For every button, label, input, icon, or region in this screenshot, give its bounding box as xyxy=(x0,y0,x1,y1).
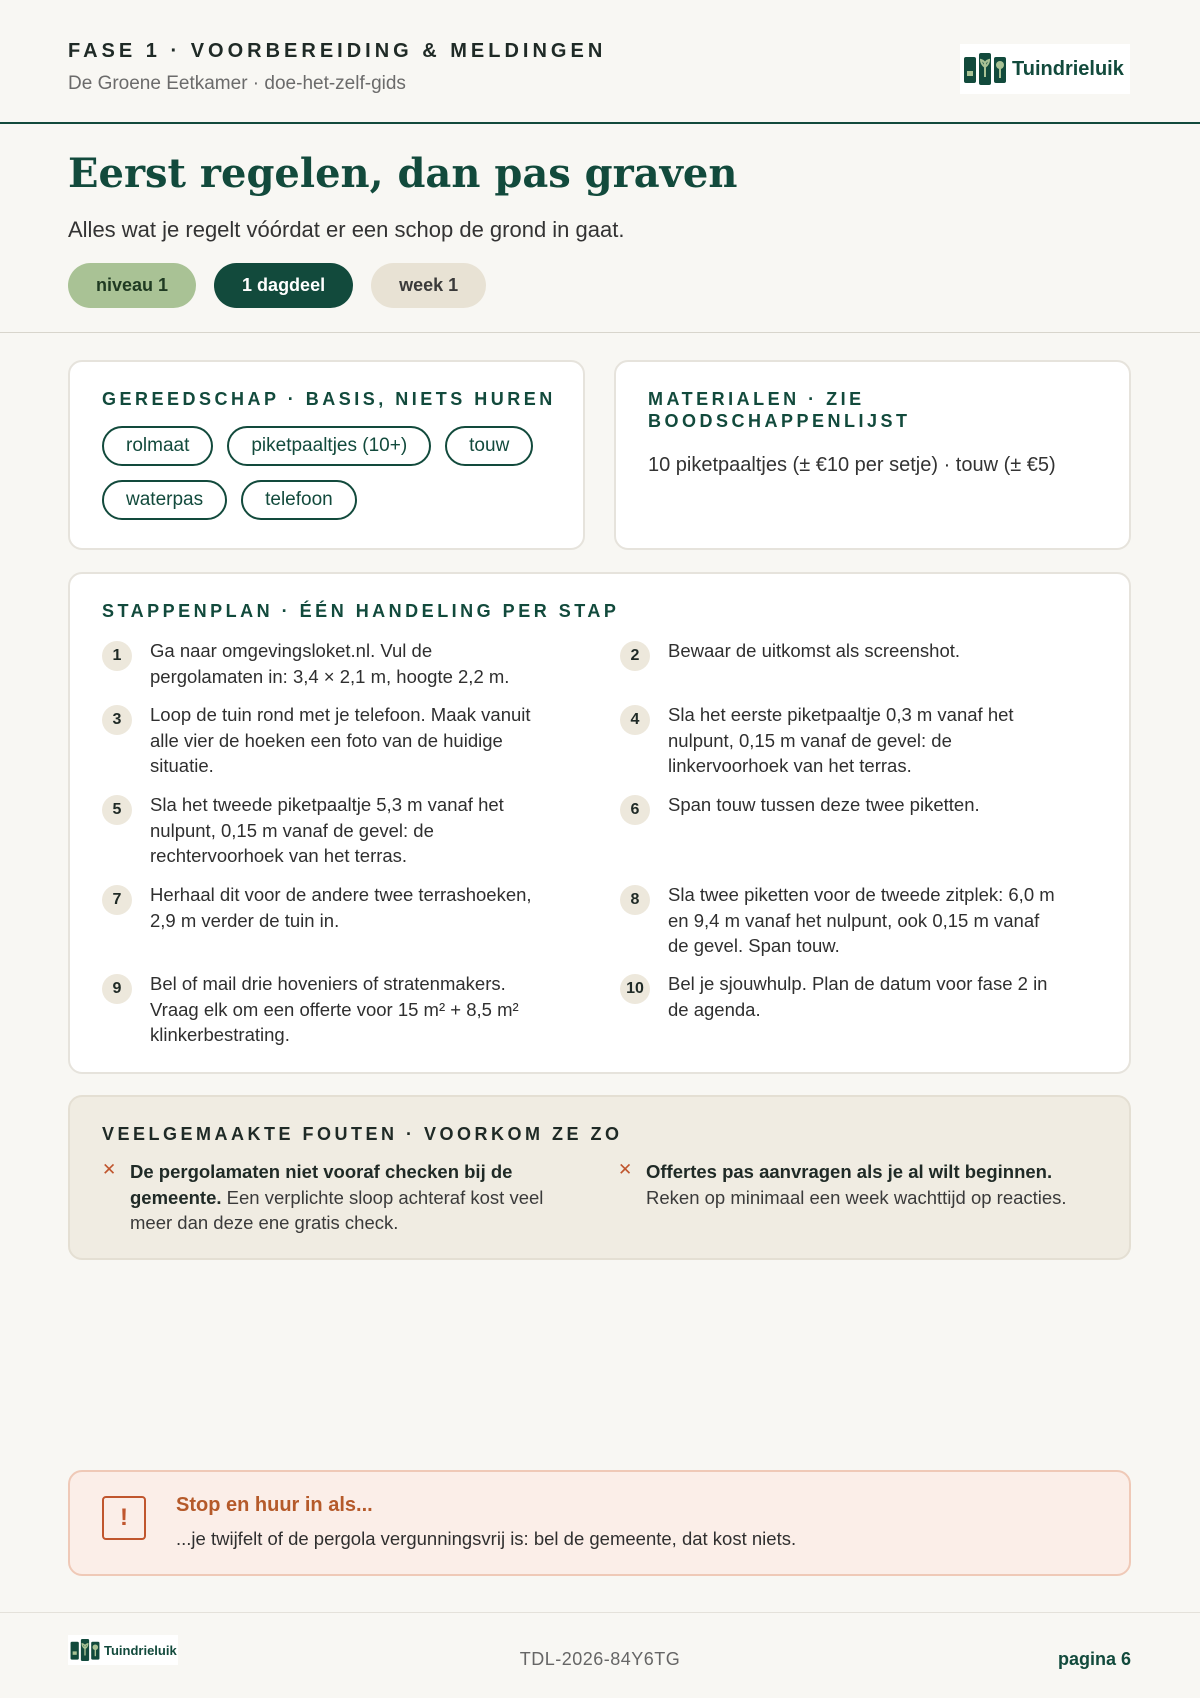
step-item xyxy=(620,702,1060,779)
step-number: 9 xyxy=(102,974,132,1004)
brand-logo xyxy=(960,44,1130,94)
page-footer xyxy=(0,1612,1200,1698)
tool-tag: waterpas xyxy=(102,480,227,520)
page-header xyxy=(0,0,1200,124)
step-number: 7 xyxy=(102,885,132,915)
meta-pills xyxy=(68,263,486,308)
guide-subtitle: De Groene Eetkamer · doe-het-zelf-gids xyxy=(68,73,406,94)
step-item xyxy=(620,882,1060,959)
step-text: Sla het eerste piketpaaltje 0,3 m vanaf het nulpunt, 0,15 m vanaf de gevel: de linkervoorhoek van het terras. xyxy=(668,704,1014,776)
step-item xyxy=(620,971,1060,1022)
mistake-text xyxy=(646,1159,1070,1210)
mistake-item xyxy=(618,1159,1070,1210)
step-text: Bel je sjouwhulp. Plan de datum voor fase 2 in de agenda. xyxy=(668,973,1048,1020)
step-item xyxy=(620,638,1060,671)
step-item xyxy=(102,882,542,933)
steps-title: STAPPENPLAN · ÉÉN HANDELING PER STAP xyxy=(102,601,620,621)
mistakes-card xyxy=(68,1095,1131,1260)
step-item xyxy=(102,971,542,1048)
footer-brand-name: Tuindrieluik xyxy=(104,1642,177,1658)
steps-card xyxy=(68,572,1131,1074)
step-text: Ga naar omgevingsloket.nl. Vul de pergolamaten in: 3,4 × 2,1 m, hoogte 2,2 m. xyxy=(150,640,510,687)
tool-tag: touw xyxy=(445,426,533,466)
step-text: Loop de tuin rond met je telefoon. Maak vanuit alle vier de hoeken een foto van de huidige situatie. xyxy=(150,704,531,776)
mistake-bold: De pergolamaten niet vooraf checken bij de gemeente. xyxy=(130,1161,513,1208)
step-text: Sla twee piketten voor de tweede zitplek: 6,0 m en 9,4 m vanaf het nulpunt, ook 0,15 m vanaf de gevel. Span touw. xyxy=(668,884,1055,956)
cross-icon: ✕ xyxy=(102,1160,117,1179)
mistake-bold: Offertes pas aanvragen als je al wilt beginnen. xyxy=(646,1161,1053,1182)
mistake-item xyxy=(102,1159,554,1236)
page-title: Eerst regelen, dan pas graven xyxy=(68,150,738,197)
step-item xyxy=(102,638,542,689)
mistake-detail: Een verplichte sloop achteraf kost veel meer dan deze ene gratis check. xyxy=(130,1186,544,1233)
section-divider xyxy=(0,332,1200,333)
mistakes-title: VEELGEMAAKTE FOUTEN · VOORKOM ZE ZO xyxy=(102,1124,623,1144)
step-number: 3 xyxy=(102,705,132,735)
warning-icon: ! xyxy=(102,1496,146,1540)
level-pill: niveau 1 xyxy=(68,263,196,308)
tool-tag: telefoon xyxy=(241,480,357,520)
step-number: 8 xyxy=(620,885,650,915)
step-number: 1 xyxy=(102,641,132,671)
alert-title: Stop en huur in als... xyxy=(176,1494,373,1516)
step-number: 4 xyxy=(620,705,650,735)
alert-body: ...je twijfelt of de pergola vergunningsvrij is: bel de gemeente, dat kost niets. xyxy=(176,1528,797,1549)
week-pill: week 1 xyxy=(371,263,486,308)
cross-icon: ✕ xyxy=(618,1160,633,1179)
step-text: Span touw tussen deze twee piketten. xyxy=(668,794,980,815)
step-number: 10 xyxy=(620,974,650,1004)
page-subtitle: Alles wat je regelt vóórdat er een schop de grond in gaat. xyxy=(68,217,625,242)
mistake-detail: Reken op minimaal een week wachttijd op reacties. xyxy=(646,1186,1067,1208)
step-number: 6 xyxy=(620,795,650,825)
stop-alert xyxy=(68,1470,1131,1576)
mistake-text xyxy=(130,1159,554,1236)
phase-title: FASE 1 · VOORBEREIDING & MELDINGEN xyxy=(68,40,607,62)
materials-text: 10 piketpaaltjes (± €10 per setje) · touw (± €5) xyxy=(648,454,1056,476)
tool-tag: rolmaat xyxy=(102,426,213,466)
tools-title: GEREEDSCHAP · BASIS, NIETS HUREN xyxy=(102,389,556,409)
document-id: TDL-2026-84Y6TG xyxy=(519,1649,681,1669)
step-number: 2 xyxy=(620,641,650,671)
step-item xyxy=(102,702,542,779)
step-item xyxy=(620,792,1060,825)
step-text: Sla het tweede piketpaaltje 5,3 m vanaf het nulpunt, 0,15 m vanaf de gevel: de rechtervoorhoek van het terras. xyxy=(150,794,504,866)
materials-title: MATERIALEN · ZIE BOODSCHAPPENLIJST xyxy=(648,389,911,431)
duration-pill: 1 dagdeel xyxy=(214,263,353,308)
step-text: Bewaar de uitkomst als screenshot. xyxy=(668,640,961,661)
step-number: 5 xyxy=(102,795,132,825)
tools-list xyxy=(102,426,552,520)
tuindrieluik-logo-icon xyxy=(964,53,1006,85)
tool-tag: piketpaaltjes (10+) xyxy=(227,426,431,466)
step-text: Herhaal dit voor de andere twee terrashoeken, 2,9 m verder de tuin in. xyxy=(150,884,532,931)
page-number: pagina 6 xyxy=(1057,1649,1131,1669)
brand-name: Tuindrieluik xyxy=(1012,57,1124,80)
step-text: Bel of mail drie hoveniers of stratenmakers. Vraag elk om een offerte voor 15 m² + 8,5 m² klinkerbestrating. xyxy=(150,973,519,1045)
materials-card xyxy=(614,360,1131,550)
step-item xyxy=(102,792,542,869)
tools-card xyxy=(68,360,585,550)
